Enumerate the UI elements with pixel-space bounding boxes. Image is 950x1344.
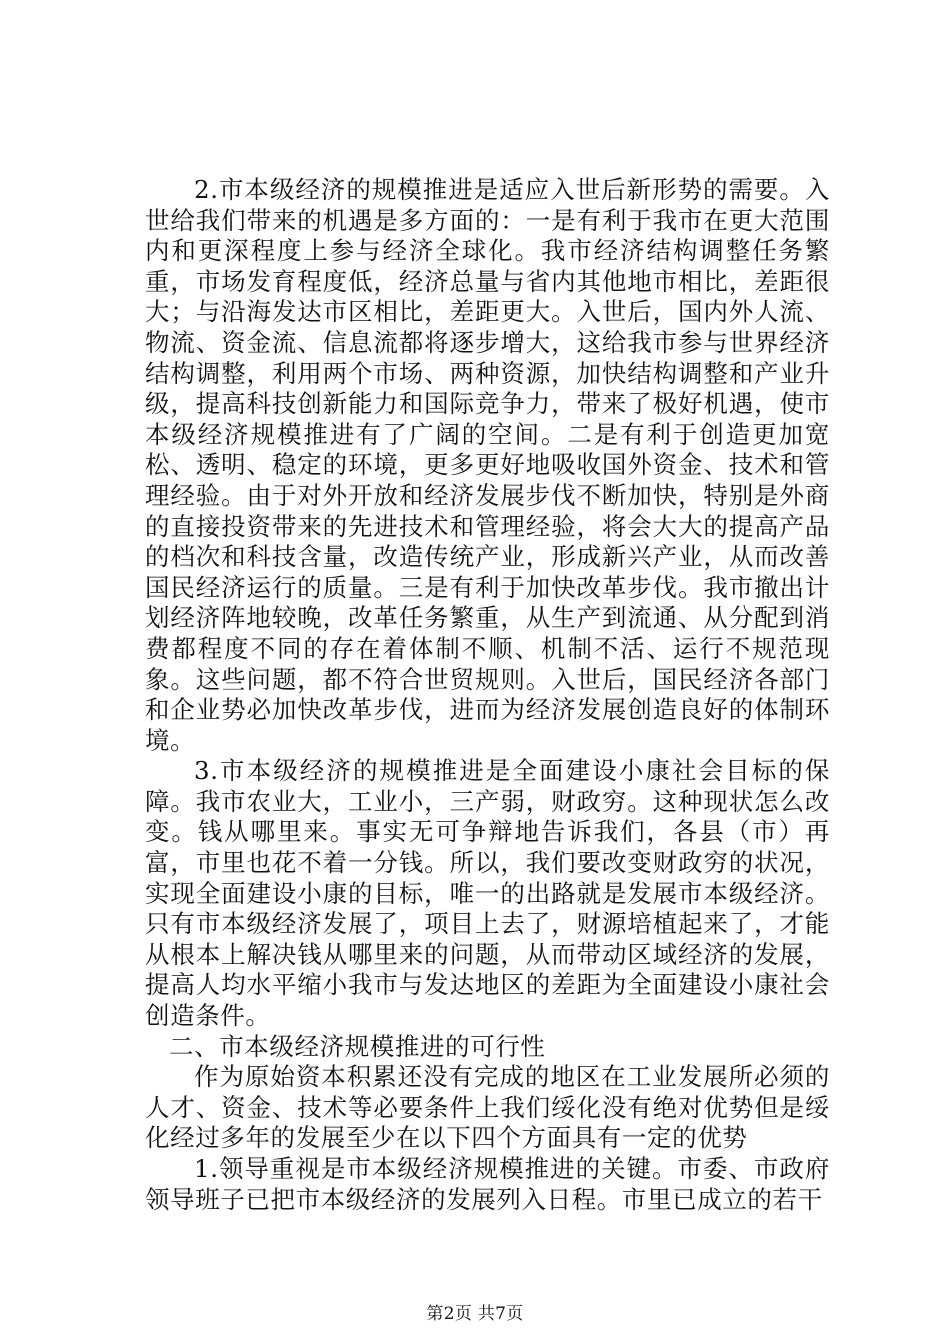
section-heading-feasibility: 二、市本级经济规模推进的可行性 — [169, 1031, 546, 1061]
document-body — [145, 175, 830, 1215]
paragraph-advantages-intro: 作为原始资本积累还没有完成的地区在工业发展所必须的人才、资金、技术等必要条件上我们绥化没有绝对优势但是绥化经过多年的发展至少在以下四个方面具有一定的优势 — [145, 1062, 830, 1153]
page-number-footer: 第2页 共7页 — [426, 1304, 524, 1324]
paragraph-point-2: 2.市本级经济的规模推进是适应入世后新形势的需要。入世给我们带来的机遇是多方面的：一是有利于我市在更大范围内和更深程度上参与经济全球化。我市经济结构调整任务繁重，市场发育程度低，经济总量与省内其他地市相比，差距很大；与沿海发达市区相比，差距更大。入世后，国内外人流、物流、资金流、信息流都将逐步增大，这给我市参与世界经济结构调整，利用两个市场、两种资源，加快结构调整和产业升级，提高科技创新能力和国际竞争力，带来了极好机遇，使市本级经济规模推进有了广阔的空间。二是有利于创造更加宽松、透明、稳定的环境，更多更好地吸收国外资金、技术和管理经验。由于对外开放和经济发展步伐不断加快，特别是外商的直接投资带来的先进技术和管理经验，将会大大的提高产品的档次和科技含量，改造传统产业，形成新兴产业，从而改善国民经济运行的质量。三是有利于加快改革步伐。我市撤出计划经济阵地较晚，改革任务繁重，从生产到流通、从分配到消费都程度不同的存在着体制不顺、机制不活、运行不规范现象。这些问题，都不符合世贸规则。入世后，国民经济各部门和企业势必加快改革步伐，进而为经济发展创造良好的体制环境。 — [145, 175, 830, 755]
paragraph-point-3: 3.市本级经济的规模推进是全面建设小康社会目标的保障。我市农业大，工业小，三产弱，财政穷。这种现状怎么改变。钱从哪里来。事实无可争辩地告诉我们，各县（市）再富，市里也花不着一分钱。所以，我们要改变财政穷的状况，实现全面建设小康的目标，唯一的出路就是发展市本级经济。只有市本级经济发展了，项目上去了，财源培植起来了，才能从根本上解决钱从哪里来的问题，从而带动区域经济的发展，提高人均水平缩小我市与发达地区的差距为全面建设小康社会创造条件。 — [145, 756, 830, 1031]
paragraph-advantage-1: 1.领导重视是市本级经济规模推进的关键。市委、市政府领导班子已把市本级经济的发展列入日程。市里已成立的若干 — [145, 1154, 830, 1214]
